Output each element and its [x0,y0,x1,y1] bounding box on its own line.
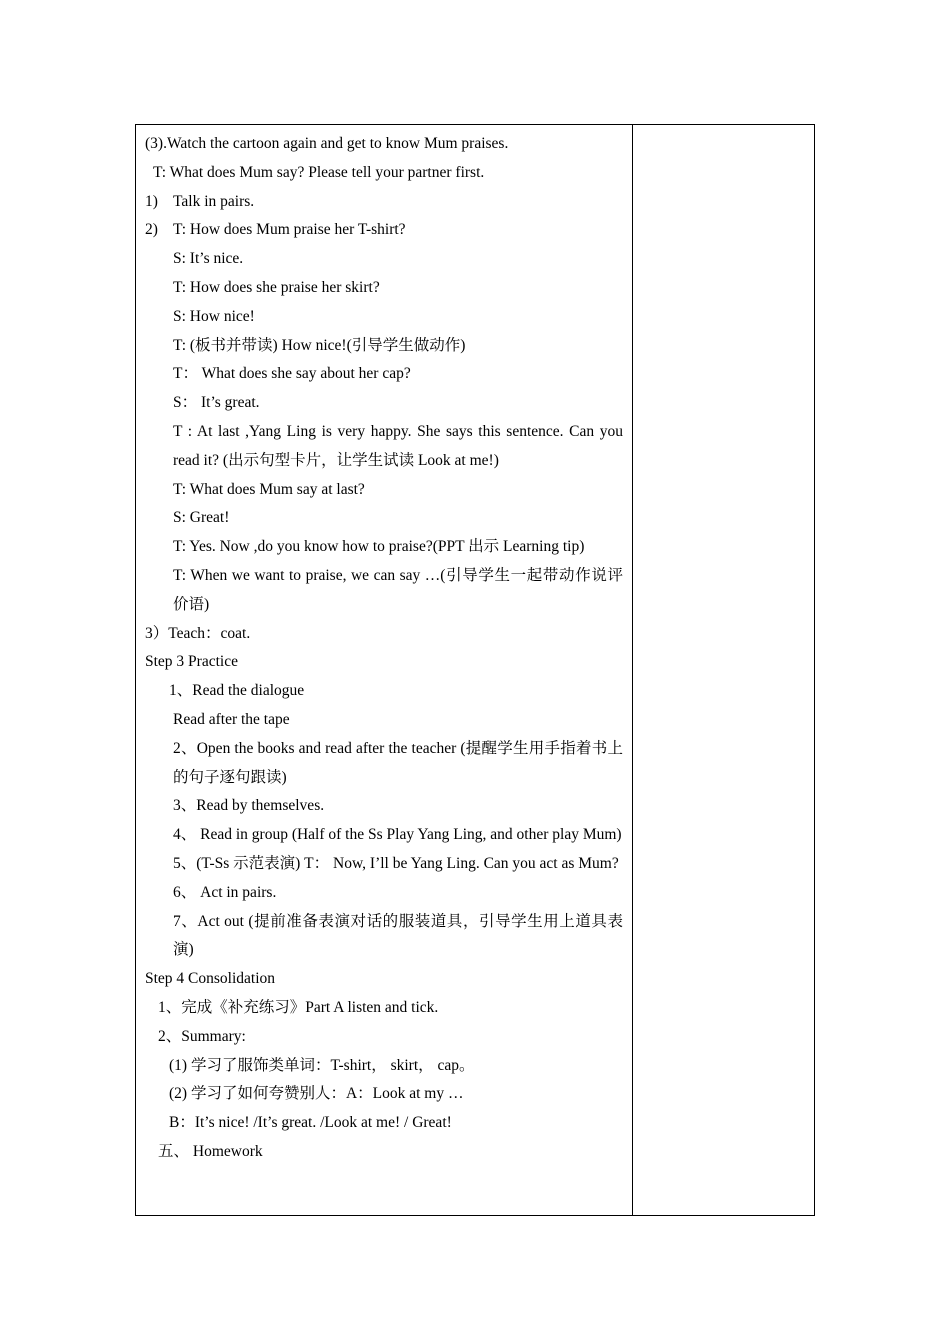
text-line [145,677,623,706]
text-line [145,1138,623,1167]
list-number: 1) [145,192,158,210]
line-text: T: How does Mum praise her T-shirt? [173,221,406,239]
line-text: (2) 学习了如何夸赞别人：A：Look at my … [169,1085,464,1103]
text-line [145,908,623,966]
lesson-content [145,130,623,1167]
line-text: T: When we want to praise, we can say …(引导学生一起带动作说评价语) [173,566,623,613]
text-line [145,965,623,994]
line-text: 2、Summary: [158,1027,246,1045]
text-line [145,735,623,793]
line-text: S： It’s great. [173,394,260,412]
line-text: Read after the tape [173,710,290,728]
line-text: 6、 Act in pairs. [173,883,277,901]
line-text: 7、Act out (提前准备表演对话的服装道具，引导学生用上道具表演) [173,912,623,959]
text-line [145,994,623,1023]
line-text: S: Great! [173,509,230,527]
line-text: 3、Read by themselves. [173,797,325,815]
list-number: 2) [145,221,158,239]
text-line [145,245,623,274]
text-line [145,706,623,735]
line-text: 1、完成《补充练习》Part A listen and tick. [158,998,439,1016]
line-text: 2、Open the books and read after the teacher (提醒学生用手指着书上的句子逐句跟读) [173,739,623,786]
text-line [145,562,623,620]
text-line [145,533,623,562]
text-line [145,476,623,505]
text-line [145,389,623,418]
line-text: T: What does Mum say? Please tell your partner first. [153,163,485,181]
text-line [145,504,623,533]
text-line [145,850,623,879]
text-line [145,1080,623,1109]
text-line [145,274,623,303]
line-text: T： What does she say about her cap? [173,365,411,383]
line-text: 5、(T-Ss 示范表演) T： Now, I’ll be Yang Ling. Can you act as Mum? [173,854,619,872]
text-line [145,332,623,361]
text-line [145,792,623,821]
line-text: S: It’s nice. [173,250,244,268]
text-line [145,879,623,908]
line-text: T: Yes. Now ,do you know how to praise?(PPT 出示 Learning tip) [173,538,585,556]
line-text: Talk in pairs. [173,192,255,210]
text-line [145,1023,623,1052]
line-text: (3).Watch the cartoon again and get to know Mum praises. [145,135,509,152]
text-line [145,620,623,649]
text-line [145,418,623,476]
line-text: Step 4 Consolidation [145,970,276,988]
line-text: (1) 学习了服饰类单词：T-shirt， skirt， cap。 [169,1056,475,1074]
text-line [145,188,623,217]
text-line [145,1052,623,1081]
text-line [145,360,623,389]
text-line [145,130,623,159]
text-line [145,303,623,332]
line-text: 1、Read the dialogue [169,682,305,700]
line-text: Step 3 Practice [145,653,238,671]
line-text: 五、 Homework [158,1142,263,1160]
line-text: T: (板书并带读) How nice!(引导学生做动作) [173,336,466,354]
line-text: 4、 Read in group (Half of the Ss Play Yang Ling, and other play Mum) [173,826,622,844]
line-text: S: How nice! [173,307,255,325]
text-line [145,216,623,245]
line-text: T : At last ,Yang Ling is very happy. She says this sentence. Can you read it? (出示句型卡片，让学生试读 Look at me!) [173,422,623,469]
text-line [145,648,623,677]
notes-column [633,125,814,1215]
line-text: T: How does she praise her skirt? [173,278,380,296]
lesson-plan-table [135,124,815,1216]
line-text: T: What does Mum say at last? [173,480,365,498]
text-line [145,159,623,188]
line-text: 3）Teach：coat. [145,624,251,642]
line-text: B：It’s nice! /It’s great. /Look at me! / Great! [169,1114,452,1132]
text-line [145,1109,623,1138]
text-line [145,821,623,850]
